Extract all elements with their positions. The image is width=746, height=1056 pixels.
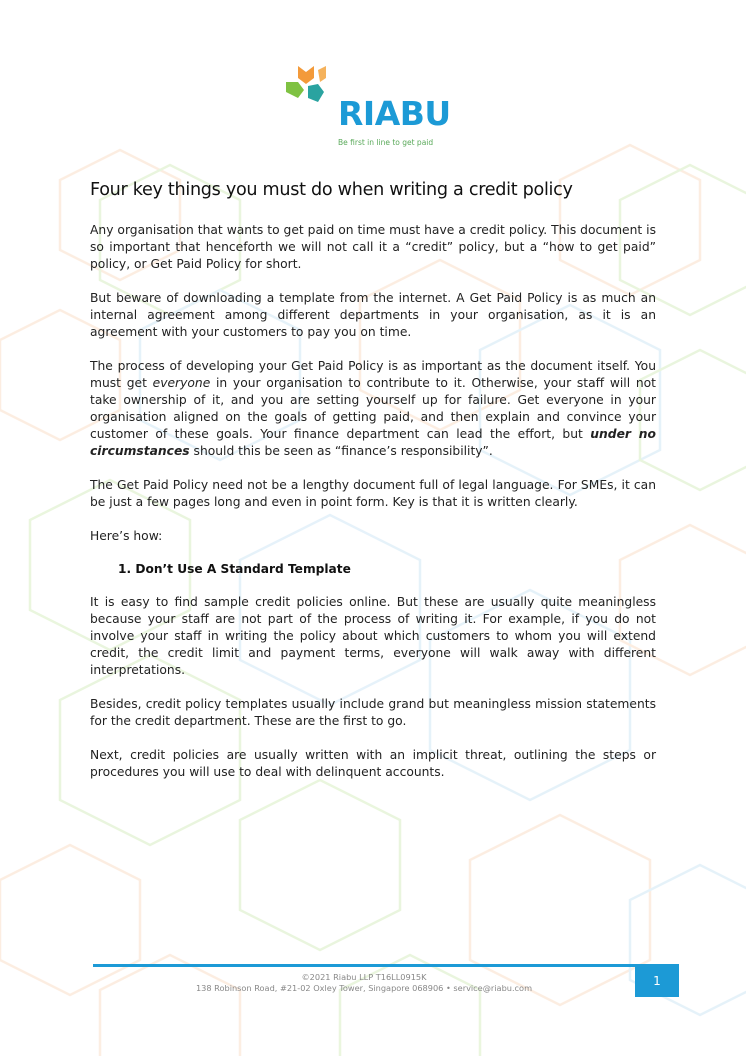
paragraph-process-part3: should this be seen as “finance’s responsibility”. — [189, 444, 493, 458]
paragraph-heres-how: Here’s how: — [90, 529, 163, 543]
section-heading-1: 1. Don’t Use A Standard Template — [118, 562, 351, 576]
riabu-logo — [284, 64, 464, 154]
document-body — [90, 180, 656, 798]
footer-address: 138 Robinson Road, #21-02 Oxley Tower, Singapore 068906 • service@riabu.com — [195, 983, 533, 993]
paragraph-intro: Any organisation that wants to get paid on time must have a credit policy. This document is so important that henceforth we will not call it a “credit” policy, but a “how to get paid” policy, or Get Paid Policy for short. — [90, 223, 656, 271]
emphasis-under-no-circumstances: under no circumstances — [90, 427, 657, 458]
footer-divider — [93, 964, 635, 967]
paragraph-sample-policies: It is easy to find sample credit policies online. But these are usually quite meaningless because your staff are not part of the process of writing it. For example, if you do not involve your staff in writing the policy about which customers to whom you will extend credit, the credit limit and payment terms, everyone will walk away with different interpretations. — [90, 595, 656, 677]
document-title: Four key things you must do when writing a credit policy — [90, 180, 573, 200]
paragraph-implicit-threat: Next, credit policies are usually written with an implicit threat, outlining the steps or procedures you will use to deal with delinquent accounts. — [90, 748, 656, 779]
paragraph-mission-statements: Besides, credit policy templates usually include grand but meaningless mission statements for the credit department. These are the first to go. — [90, 697, 656, 728]
logo-wordmark: RIABU — [338, 94, 451, 133]
footer-copyright: ©2021 Riabu LLP T16LL0915K — [301, 972, 427, 982]
page-number: 1 — [635, 964, 679, 997]
footer-text — [93, 972, 635, 994]
paragraph-template-warning: But beware of downloading a template from the internet. A Get Paid Policy is as much an internal agreement among different departments in your organisation, as it is an agreement with your customers to pay you on time. — [90, 291, 656, 339]
logo-tagline: Be first in line to get paid — [338, 138, 434, 147]
paragraph-length: The Get Paid Policy need not be a lengthy document full of legal language. For SMEs, it can be just a few pages long and even in point form. Key is that it is written clearly. — [90, 478, 656, 509]
riabu-logo-mark-icon — [284, 64, 344, 114]
paragraph-process-part2: in your organisation to contribute to it. Otherwise, your staff will not take ownership of it, and you are setting yourself up for failure. Get everyone in your organisation aligned on the goals of getting paid, and then explain and convince your customer of these goals. Your finance department can lead the effort, but — [90, 376, 656, 441]
paragraph-process-part1: The process of developing your Get Paid Policy is as important as the document itself. You must get — [90, 359, 656, 390]
paragraph-process — [90, 358, 656, 460]
emphasis-everyone: everyone — [152, 376, 211, 390]
